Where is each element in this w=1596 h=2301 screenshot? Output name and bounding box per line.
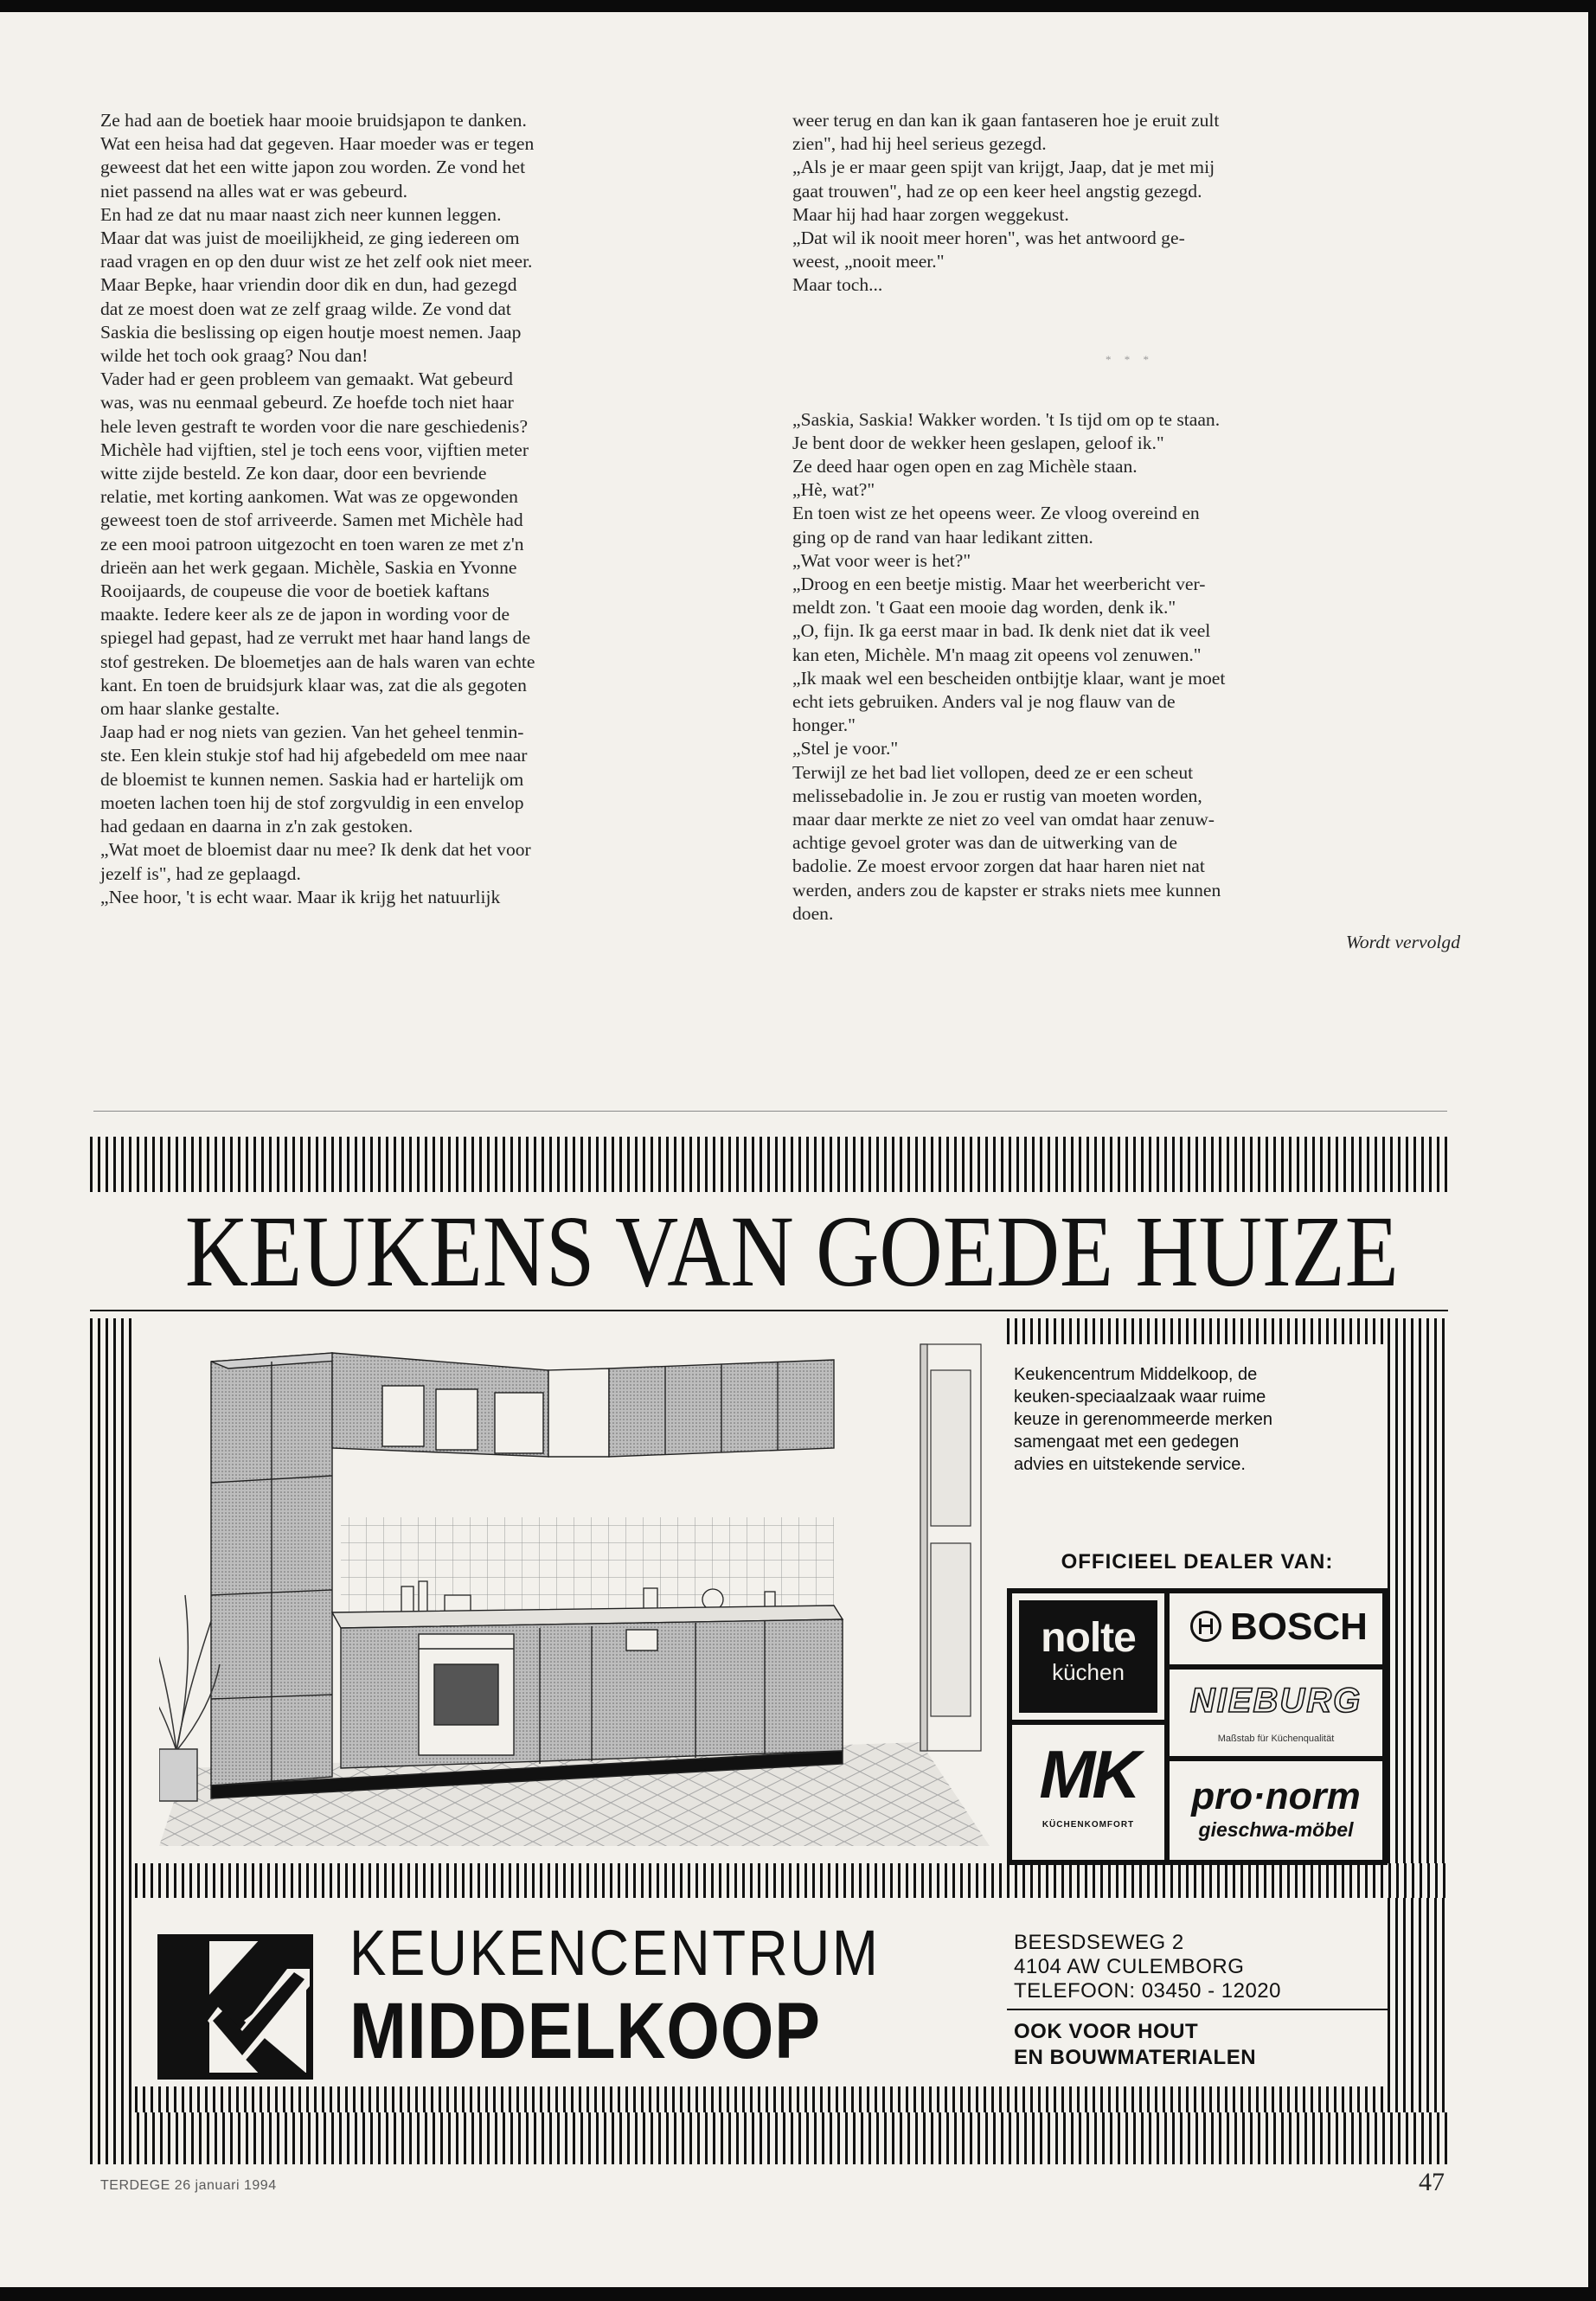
extra-line: EN BOUWMATERIALEN — [1014, 2046, 1257, 2069]
story-line: „Wat moet de bloemist daar nu mee? Ik denk dat het voor — [100, 839, 531, 861]
story-line: kant. En toen de bruidsjurk klaar was, zat die als gegoten — [100, 674, 527, 695]
story-line: „Nee hoor, 't is echt waar. Maar ik krijg het natuurlijk — [100, 886, 501, 907]
story-line: dat ze moest doen wat ze zelf graag wilde. Ze vond dat — [100, 298, 511, 319]
ad-stripe-border-middle — [135, 1863, 1448, 1898]
story-line: Rooijaards, de coupeuse die voor de boetiek kaftans — [100, 580, 490, 602]
mk-logo — [1012, 1725, 1164, 1860]
mk-subtitle: KÜCHENKOMFORT — [1042, 1820, 1135, 1830]
story-line: Vader had er geen probleem van gemaakt. Wat gebeurd — [100, 369, 513, 390]
story-line: Jaap had er nog niets van gezien. Van het geheel tenmin- — [100, 721, 524, 743]
nieburg-logo — [1170, 1670, 1382, 1756]
pronorm-wordmark: pro·norm — [1191, 1775, 1361, 1817]
story-line: raad vragen en op den duur wist ze het zelf ook niet meer. — [100, 251, 533, 272]
ad-intro-line: Keukencentrum Middelkoop, de — [1014, 1365, 1258, 1384]
dealer-heading: OFFICIEEL DEALER VAN: — [1061, 1550, 1334, 1574]
nolte-subtitle: küchen — [1052, 1659, 1125, 1685]
story-line: was, was nu eenmaal gebeurd. Ze hoefde toch niet haar — [100, 392, 514, 413]
keukencentrum-logo — [157, 1934, 313, 2080]
tall-cabinet — [211, 1353, 349, 1785]
story-column-left — [100, 109, 775, 909]
story-line: werden, anders zou de kapster er straks niets mee kunnen — [792, 879, 1221, 901]
ad-stripe-border-top — [90, 1137, 1448, 1192]
story-line: En had ze dat nu maar naast zich neer kunnen leggen. — [100, 203, 502, 225]
story-line: ging op de rand van haar ledikant zitten. — [792, 526, 1093, 548]
story-line: Maar hij had haar zorgen weggekust. — [792, 203, 1069, 225]
brand-logo-grid — [1007, 1588, 1388, 1865]
address-line: TELEFOON: 03450 - 12020 — [1014, 1979, 1281, 2003]
ad-stripe-border-right — [1388, 1318, 1448, 1863]
ad-intro-line: samengaat met een gedegen — [1014, 1433, 1240, 1452]
story-line: meldt zon. 't Gaat een mooie dag worden, denk ik." — [792, 597, 1176, 619]
story-line: „Saskia, Saskia! Wakker worden. 't Is tijd om op te staan. — [792, 408, 1221, 430]
story-line: geweest dat het een witte japon zou worden. Ze vond het — [100, 157, 526, 178]
ad-intro-line: keuze in gerenommeerde merken — [1014, 1410, 1273, 1429]
story-line: Maar toch... — [792, 274, 883, 296]
story-line: jezelf is", had ze geplaagd. — [100, 862, 301, 884]
story-line: maar daar merkte ze niet zo veel van omdat haar zenuw- — [792, 809, 1215, 830]
bosch-logo — [1170, 1593, 1382, 1664]
story-line: om haar slanke gestalte. — [100, 698, 280, 720]
nolte-logo — [1012, 1593, 1164, 1720]
company-name-line1: KEUKENCENTRUM — [349, 1917, 881, 1989]
story-line: geweest toen de stof arriveerde. Samen met Michèle had — [100, 510, 523, 531]
company-name-line2: MIDDELKOOP — [349, 1987, 821, 2075]
story-line: hele leven gestraft te worden voor die nare geschiedenis? — [100, 415, 529, 437]
story-text-right-top — [792, 109, 1467, 298]
ad-intro-text — [1014, 1363, 1377, 1476]
nieburg-wordmark: NIEBURG — [1189, 1682, 1362, 1720]
story-line: „Hè, wat?" — [792, 479, 875, 501]
story-line: „Ik maak wel een bescheiden ontbijtje klaar, want je moet — [792, 667, 1226, 689]
story-line: melissebadolie in. Je zou er rustig van moeten worden, — [792, 785, 1202, 806]
story-line: ze een mooi patroon uitgezocht en toen waren ze met z'n — [100, 533, 524, 554]
extra-line: OOK VOOR HOUT — [1014, 2020, 1199, 2043]
ad-stripe-dealer-top — [1007, 1318, 1388, 1344]
company-address — [1014, 1931, 1281, 2003]
story-line: witte zijde besteld. Ze kon daar, door een bevriende — [100, 463, 487, 484]
story-column-right — [792, 109, 1467, 954]
bosch-armature-icon — [1190, 1611, 1221, 1642]
story-line: „O, fijn. Ik ga eerst maar in bad. Ik denk niet dat ik veel — [792, 620, 1211, 642]
story-line: maakte. Iedere keer als ze de japon in wording voor de — [100, 604, 510, 625]
story-line: „Dat wil ik nooit meer horen", was het antwoord ge- — [792, 228, 1185, 249]
story-text-right-bottom — [792, 408, 1467, 926]
story-line: achtige gevoel groter was dan de uitwerking van de — [792, 832, 1177, 854]
story-line: Maar dat was juist de moeilijkheid, ze ging iedereen om — [100, 228, 520, 249]
mk-wordmark: MK — [1039, 1736, 1138, 1812]
address-line: 4104 AW CULEMBORG — [1014, 1955, 1245, 1978]
ad-headline-rule — [90, 1310, 1448, 1311]
nolte-wordmark: nolte — [1041, 1615, 1136, 1661]
story-line: Terwijl ze het bad liet vollopen, deed ze er een scheut — [792, 761, 1194, 783]
story-line: zien", had hij heel serieus gezegd. — [792, 133, 1047, 155]
story-line: Maar Bepke, haar vriendin door dik en dun, had gezegd — [100, 274, 517, 296]
story-line: „Als je er maar geen spijt van krijgt, Jaap, dat je met mij — [792, 157, 1215, 178]
story-line: Ze had aan de boetiek haar mooie bruidsjapon te danken. — [100, 110, 527, 131]
story-line: honger." — [792, 715, 856, 736]
story-line: gaat trouwen", had ze op een keer heel angstig gezegd. — [792, 180, 1202, 202]
story-line: „Stel je voor." — [792, 738, 899, 760]
story-line: ste. Een klein stukje stof had hij afgebedeld om mee naar — [100, 745, 528, 766]
advertisement — [90, 1137, 1448, 2164]
kitchen-illustration — [159, 1336, 990, 1846]
story-line: stof gestreken. De bloemetjes aan de hals waren van echte — [100, 651, 535, 672]
pronorm-logo — [1170, 1761, 1382, 1860]
story-line: had gedaan en daarna in z'n zak gestoken. — [100, 816, 413, 837]
divider-rule — [93, 1111, 1447, 1112]
story-line: niet passend na alles wat er was gebeurd. — [100, 180, 407, 202]
magazine-page — [0, 12, 1588, 2287]
nieburg-tagline: Maßstab für Küchenqualität — [1217, 1734, 1335, 1744]
story-line: badolie. Ze moest ervoor zorgen dat haar haren niet nat — [792, 856, 1205, 877]
ad-stripe-border-bottom — [90, 2112, 1448, 2164]
story-line: relatie, met korting aankomen. Wat was ze opgewonden — [100, 486, 518, 508]
story-line: moeten lachen toen hij de stof zorgvuldig in een envelop — [100, 792, 524, 813]
section-separator: * * * — [1106, 352, 1154, 366]
story-line: kan eten, Michèle. M'n maag zit opeens vol zenuwen." — [792, 644, 1202, 665]
story-line: „Droog en een beetje mistig. Maar het weerbericht ver- — [792, 574, 1206, 595]
ad-stripe-border-left — [90, 1318, 135, 1863]
page-number: 47 — [1419, 2168, 1445, 2196]
pronorm-subtitle: gieschwa-möbel — [1198, 1818, 1354, 1841]
ad-intro-line: keuken-speciaalzaak waar ruime — [1014, 1388, 1266, 1407]
address-rule — [1007, 2009, 1388, 2010]
story-line: Je bent door de wekker heen geslapen, geloof ik." — [792, 432, 1164, 453]
story-line: drieën aan het werk gegaan. Michèle, Saskia en Yvonne — [100, 556, 517, 578]
story-line: Michèle had vijftien, stel je toch eens voor, vijftien meter — [100, 439, 529, 460]
story-line: „Wat voor weer is het?" — [792, 549, 971, 571]
story-line: En toen wist ze het opeens weer. Ze vloog overeind en — [792, 503, 1200, 524]
story-line: doen. — [792, 902, 834, 924]
story-line: Wat een heisa had dat gegeven. Haar moeder was er tegen — [100, 133, 535, 155]
story-line: weest, „nooit meer." — [792, 251, 945, 272]
story-line: Ze deed haar ogen open en zag Michèle staan. — [792, 456, 1138, 478]
continued-label: Wordt vervolgd — [1345, 932, 1460, 953]
address-line: BEESDSEWEG 2 — [1014, 1931, 1184, 1954]
ad-headline: KEUKENS VAN GOEDE HUIZE — [184, 1195, 1399, 1308]
ad-intro-line: advies en uitstekende service. — [1014, 1455, 1246, 1474]
section-break — [792, 298, 1467, 408]
ad-extra-note — [1014, 2019, 1256, 2071]
story-text-left — [100, 109, 775, 909]
story-line: echt iets gebruiken. Anders val je nog flauw van de — [792, 691, 1176, 713]
story-line: Saskia die beslissing op eigen houtje moest nemen. Jaap — [100, 321, 522, 343]
story-line: spiegel had gepast, had ze verrukt met haar hand langs de — [100, 627, 531, 649]
ad-stripe-border-lower — [135, 2086, 1388, 2112]
publication-line: TERDEGE 26 januari 1994 — [100, 2178, 277, 2193]
story-line: wilde het toch ook graag? Nou dan! — [100, 345, 369, 367]
story-line: weer terug en dan kan ik gaan fantaseren hoe je eruit zult — [792, 110, 1220, 131]
bosch-wordmark: BOSCH — [1230, 1606, 1368, 1648]
story-line: de bloemist te kunnen nemen. Saskia had er hartelijk om — [100, 768, 524, 790]
